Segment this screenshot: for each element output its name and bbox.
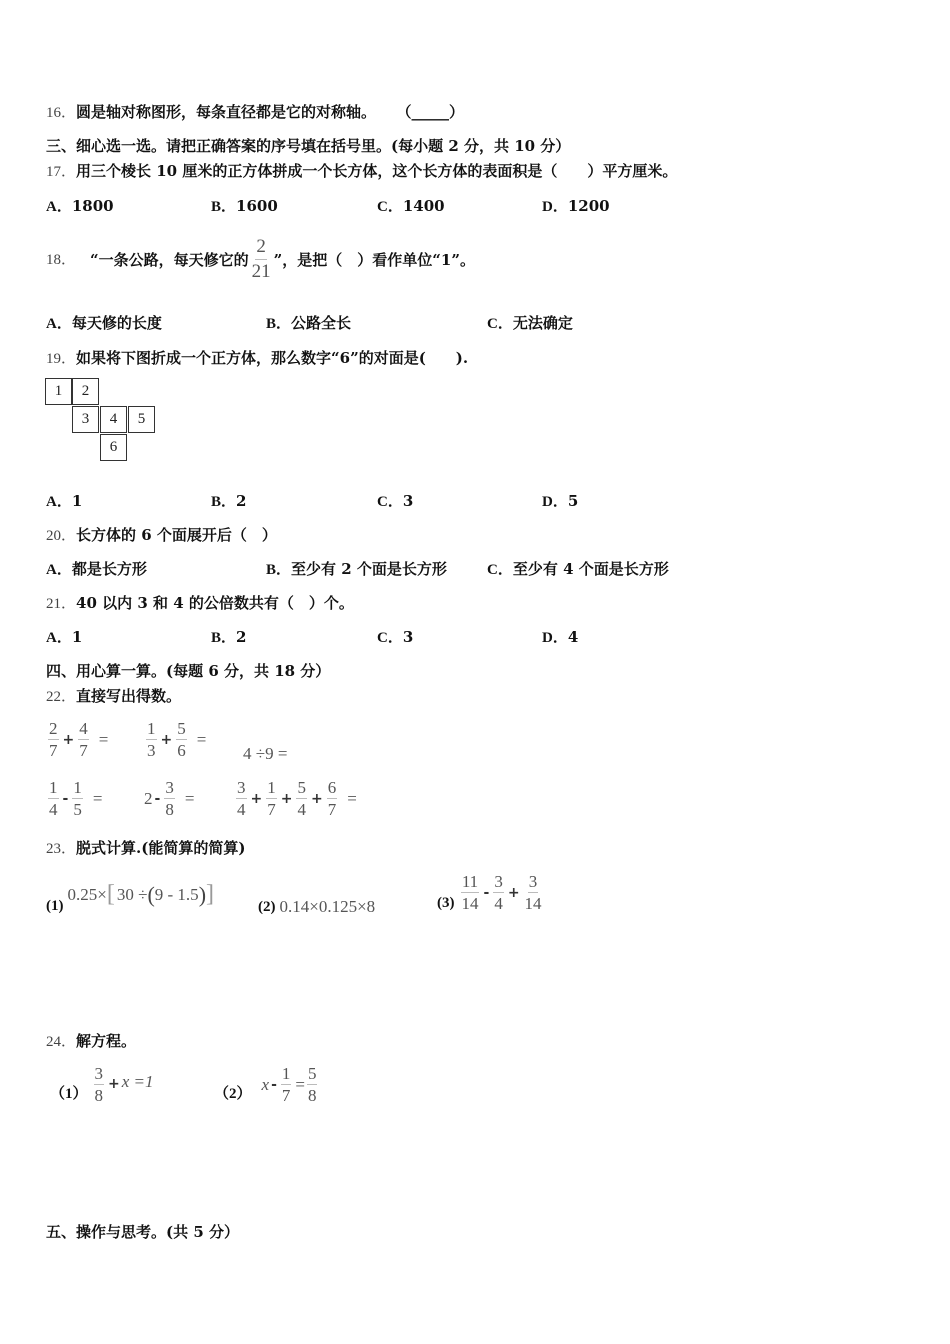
denominator: 14 bbox=[524, 894, 542, 913]
answer-blank: （_____） bbox=[404, 103, 465, 121]
fraction bbox=[164, 778, 175, 819]
denominator: 5 bbox=[73, 800, 82, 819]
option-label: D． bbox=[542, 630, 568, 646]
fraction bbox=[281, 1064, 292, 1105]
expression: 4 ÷9 = bbox=[243, 744, 288, 763]
section-5-title: 五、操作与思考。(共 5 分） bbox=[46, 1223, 239, 1241]
q19-option-c bbox=[377, 491, 413, 512]
option-label: A． bbox=[46, 316, 72, 332]
question-number: 22． bbox=[46, 689, 77, 705]
net-cell: 3 bbox=[72, 406, 99, 433]
calc-item-c bbox=[243, 744, 287, 764]
q21-option-a bbox=[46, 627, 82, 648]
fraction bbox=[461, 872, 480, 913]
q17-option-a bbox=[46, 196, 114, 217]
equation-2 bbox=[214, 1064, 319, 1105]
section-4-title: 四、用心算一算。(每题 6 分，共 18 分） bbox=[46, 662, 331, 680]
item-label: (2) bbox=[258, 898, 276, 915]
question-21 bbox=[46, 593, 354, 614]
question-text: 直接写出得数。 bbox=[76, 687, 182, 705]
operator: + bbox=[250, 790, 263, 807]
question-text: 脱式计算.(能简算的简算) bbox=[76, 839, 246, 857]
fraction bbox=[236, 778, 247, 819]
operator: + bbox=[62, 731, 75, 748]
option-text: 1 bbox=[71, 492, 83, 510]
q20-option-a bbox=[46, 559, 147, 580]
denominator: 8 bbox=[307, 1086, 317, 1105]
denominator: 6 bbox=[177, 741, 186, 760]
equals: = bbox=[196, 729, 207, 749]
net-cell: 5 bbox=[128, 406, 155, 433]
question-20 bbox=[46, 525, 277, 546]
calc-item-b bbox=[144, 719, 206, 760]
fraction bbox=[493, 872, 504, 913]
option-text: 1400 bbox=[402, 197, 445, 215]
question-22 bbox=[46, 686, 181, 707]
equals: = bbox=[347, 788, 357, 808]
q21-option-c bbox=[377, 627, 413, 648]
operator: - bbox=[154, 790, 161, 807]
fraction bbox=[146, 719, 157, 760]
q17-option-b bbox=[211, 196, 278, 217]
q17-option-d bbox=[542, 196, 610, 217]
option-label: C． bbox=[487, 316, 513, 332]
option-label: B． bbox=[266, 316, 292, 332]
q19-option-a bbox=[46, 491, 82, 512]
q18-option-b bbox=[266, 313, 351, 334]
q20-option-c bbox=[487, 559, 669, 580]
denominator: 4 bbox=[237, 800, 246, 819]
question-number: 20． bbox=[46, 528, 77, 544]
net-cell: 1 bbox=[45, 378, 72, 405]
question-text: 长方体的 6 个面展开后（ ） bbox=[76, 526, 277, 544]
option-label: C． bbox=[487, 562, 513, 578]
q20-option-b bbox=[266, 559, 447, 580]
cube-net-diagram bbox=[45, 378, 165, 468]
calc-23-2 bbox=[258, 897, 375, 917]
q19-option-b bbox=[211, 491, 246, 512]
expression-part: 9 - 1.5 bbox=[154, 885, 199, 904]
numerator: 2 bbox=[49, 719, 58, 738]
option-label: A． bbox=[46, 494, 72, 510]
question-23 bbox=[46, 838, 245, 859]
left-paren: ( bbox=[147, 882, 155, 907]
numerator: 3 bbox=[528, 872, 538, 891]
option-text: 都是长方形 bbox=[71, 560, 147, 578]
operator: - bbox=[62, 790, 69, 807]
question-text: 圆是轴对称图形，每条直径都是它的对称轴。 bbox=[76, 103, 377, 121]
option-text: 5 bbox=[567, 492, 579, 510]
operator: + bbox=[507, 884, 520, 901]
denominator: 4 bbox=[49, 800, 58, 819]
fraction bbox=[48, 719, 59, 760]
fraction bbox=[176, 719, 187, 760]
option-label: D． bbox=[542, 199, 568, 215]
option-text: 1 bbox=[71, 628, 83, 646]
operator: + bbox=[108, 1076, 120, 1092]
item-label: （2） bbox=[214, 1086, 252, 1102]
net-cell: 6 bbox=[100, 434, 127, 461]
q17-option-c bbox=[377, 196, 445, 217]
numerator: 4 bbox=[79, 719, 88, 738]
numerator: 1 bbox=[49, 778, 58, 797]
numerator: 3 bbox=[165, 778, 174, 797]
calc-item-d bbox=[46, 778, 102, 819]
calc-item-a bbox=[46, 719, 108, 760]
option-text: 1800 bbox=[71, 197, 114, 215]
option-text: 至少有 4 个面是长方形 bbox=[512, 560, 669, 578]
whole-number: 2 bbox=[144, 788, 153, 808]
denominator: 4 bbox=[494, 894, 503, 913]
fraction bbox=[94, 1064, 105, 1105]
numerator: 5 bbox=[307, 1064, 317, 1083]
numerator: 6 bbox=[327, 778, 337, 797]
question-text: 解方程。 bbox=[76, 1032, 137, 1050]
option-text: 1600 bbox=[236, 197, 278, 215]
expression-part: 30 ÷ bbox=[116, 885, 148, 904]
expression: x =1 bbox=[121, 1072, 154, 1091]
q18-option-a bbox=[46, 313, 162, 334]
question-number: 24． bbox=[46, 1034, 77, 1050]
operator: - bbox=[271, 1076, 277, 1093]
question-text-after: ”，是把（ ）看作单位“1”。 bbox=[273, 250, 475, 269]
left-bracket: [ bbox=[106, 881, 115, 907]
question-18 bbox=[46, 236, 475, 283]
numerator: 11 bbox=[461, 872, 479, 891]
right-bracket: ] bbox=[206, 881, 215, 907]
equals: = bbox=[295, 1074, 305, 1094]
net-cell: 4 bbox=[100, 406, 127, 433]
question-text: 用三个棱长 10 厘米的正方体拼成一个长方体，这个长方体的表面积是（ ）平方厘米。 bbox=[76, 162, 678, 180]
denominator: 7 bbox=[267, 800, 276, 819]
numerator: 3 bbox=[237, 778, 246, 797]
denominator: 8 bbox=[165, 800, 174, 819]
item-label: （1） bbox=[50, 1086, 88, 1102]
item-label: (1) bbox=[46, 898, 64, 914]
denominator: 7 bbox=[327, 800, 337, 819]
denominator: 4 bbox=[297, 800, 306, 819]
denominator: 8 bbox=[94, 1086, 104, 1105]
expression: 0.14×0.125×8 bbox=[279, 897, 376, 916]
question-number: 19． bbox=[46, 351, 77, 367]
numerator: 3 bbox=[94, 1064, 104, 1083]
denominator: 21 bbox=[251, 261, 271, 282]
equals: = bbox=[92, 788, 103, 808]
q21-option-b bbox=[211, 627, 246, 648]
numerator: 3 bbox=[494, 872, 503, 891]
q21-option-d bbox=[542, 627, 578, 648]
denominator: 7 bbox=[49, 741, 58, 760]
question-19 bbox=[46, 348, 468, 369]
numerator: 1 bbox=[73, 778, 82, 797]
question-number: 18． bbox=[46, 251, 77, 268]
question-text: 40 以内 3 和 4 的公倍数共有（ ）个。 bbox=[76, 594, 354, 612]
question-number: 23． bbox=[46, 841, 77, 857]
option-text: 2 bbox=[236, 628, 247, 646]
q18-option-c bbox=[487, 313, 573, 334]
option-text: 2 bbox=[236, 492, 247, 510]
numerator: 2 bbox=[255, 236, 267, 260]
expression-part: 0.25× bbox=[67, 885, 107, 904]
question-16 bbox=[46, 102, 464, 123]
denominator: 7 bbox=[79, 741, 88, 760]
question-text: 如果将下图折成一个正方体，那么数字“6”的对面是( ). bbox=[76, 349, 469, 367]
equals: = bbox=[98, 729, 109, 749]
option-label: C． bbox=[377, 199, 403, 215]
operator: + bbox=[280, 790, 293, 807]
numerator: 5 bbox=[297, 778, 306, 797]
option-label: A． bbox=[46, 199, 72, 215]
question-24 bbox=[46, 1031, 136, 1052]
numerator: 1 bbox=[267, 778, 276, 797]
net-cell: 2 bbox=[72, 378, 99, 405]
numerator: 1 bbox=[281, 1064, 291, 1083]
option-label: D． bbox=[542, 494, 568, 510]
option-text: 无法确定 bbox=[512, 314, 573, 332]
question-17 bbox=[46, 161, 677, 182]
option-text: 4 bbox=[567, 628, 579, 646]
operator: + bbox=[310, 790, 323, 807]
operator: + bbox=[160, 731, 173, 748]
denominator: 3 bbox=[147, 741, 156, 760]
q19-option-d bbox=[542, 491, 578, 512]
option-label: B． bbox=[211, 199, 237, 215]
option-label: C． bbox=[377, 494, 403, 510]
calc-23-1 bbox=[46, 881, 215, 915]
question-number: 17． bbox=[46, 164, 77, 180]
fraction bbox=[251, 236, 272, 283]
variable: x bbox=[261, 1074, 270, 1094]
denominator: 14 bbox=[461, 894, 479, 913]
fraction bbox=[266, 778, 277, 819]
option-text: 公路全长 bbox=[291, 314, 352, 332]
question-number: 16． bbox=[46, 105, 77, 121]
right-paren: ) bbox=[198, 882, 207, 907]
option-label: A． bbox=[46, 562, 72, 578]
option-text: 3 bbox=[402, 628, 414, 646]
option-text: 每天修的长度 bbox=[71, 314, 162, 332]
fraction bbox=[72, 778, 83, 819]
equation-1 bbox=[50, 1064, 154, 1105]
option-label: B． bbox=[211, 494, 237, 510]
item-label: (3) bbox=[437, 895, 455, 911]
question-text-before: “一条公路，每天修它的 bbox=[90, 250, 249, 269]
question-number: 21． bbox=[46, 596, 77, 612]
calc-item-e bbox=[144, 778, 194, 819]
option-label: B． bbox=[266, 562, 292, 578]
numerator: 1 bbox=[147, 719, 156, 738]
section-3-title: 三、细心选一选。请把正确答案的序号填在括号里。(每小题 2 分，共 10 分） bbox=[46, 137, 571, 155]
equals: = bbox=[184, 788, 195, 808]
option-label: B． bbox=[211, 630, 237, 646]
fraction bbox=[307, 1064, 318, 1105]
fraction bbox=[48, 778, 59, 819]
calc-23-3 bbox=[437, 872, 545, 913]
numerator: 5 bbox=[177, 719, 186, 738]
operator: - bbox=[483, 884, 490, 901]
denominator: 7 bbox=[281, 1086, 291, 1105]
option-text: 1200 bbox=[567, 197, 610, 215]
option-text: 3 bbox=[402, 492, 414, 510]
option-label: A． bbox=[46, 630, 72, 646]
fraction bbox=[78, 719, 89, 760]
fraction bbox=[296, 778, 307, 819]
option-text: 至少有 2 个面是长方形 bbox=[291, 560, 447, 578]
fraction bbox=[524, 872, 543, 913]
fraction bbox=[327, 778, 338, 819]
option-label: C． bbox=[377, 630, 403, 646]
calc-item-f bbox=[234, 778, 357, 819]
